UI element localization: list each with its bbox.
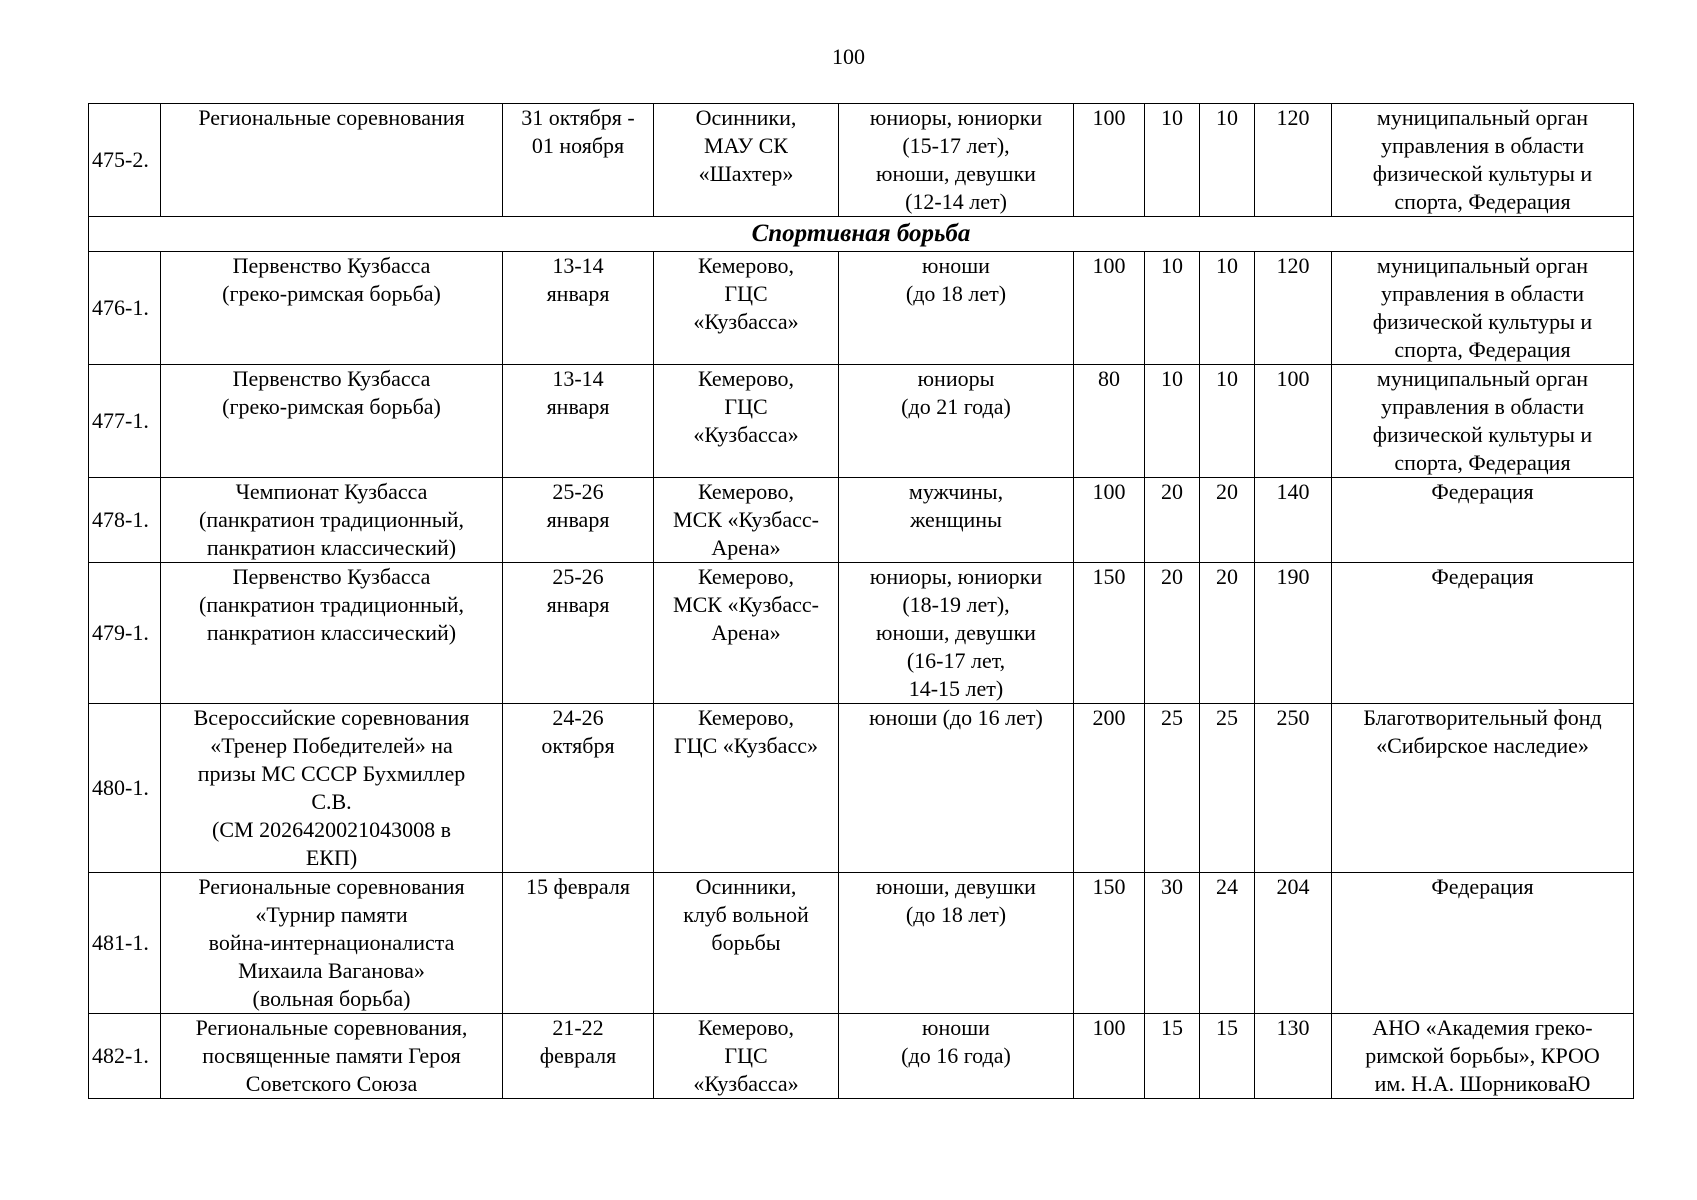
event-name-line: Михаила Ваганова» [238, 958, 425, 983]
organizer-line: управления в области [1381, 281, 1584, 306]
organizer [1332, 1014, 1634, 1099]
participants [839, 478, 1074, 563]
count-value-3: 10 [1200, 365, 1255, 478]
count-value-3: 10 [1200, 104, 1255, 217]
participants [839, 252, 1074, 365]
event-place-line: борьбы [711, 930, 781, 955]
participants [839, 563, 1074, 704]
count-value-1: 100 [1074, 252, 1145, 365]
count-value-1: 200 [1074, 704, 1145, 873]
event-place-line: МАУ СК [704, 133, 788, 158]
count-value-4: 190 [1255, 563, 1332, 704]
organizer-line: Благотворительный фонд [1363, 705, 1602, 730]
event-place-line: Осинники, [695, 874, 797, 899]
event-name-line: (греко-римская борьба) [222, 281, 441, 306]
events-table [88, 103, 1634, 1099]
organizer-line: муниципальный орган [1376, 253, 1589, 278]
event-dates-line: января [546, 281, 610, 306]
event-name [161, 563, 503, 704]
event-dates-line: 01 ноября [531, 133, 625, 158]
count-value-3: 24 [1200, 873, 1255, 1014]
event-place-line: Осинники, [695, 105, 797, 130]
event-name-line: Региональные соревнования, [195, 1015, 468, 1040]
count-value-2: 10 [1145, 104, 1200, 217]
event-dates [503, 365, 654, 478]
participants [839, 365, 1074, 478]
event-name-line: (греко-римская борьба) [222, 394, 441, 419]
count-value-2: 30 [1145, 873, 1200, 1014]
event-dates [503, 478, 654, 563]
count-value-1: 100 [1074, 104, 1145, 217]
event-place [654, 252, 839, 365]
event-name [161, 478, 503, 563]
participants-line: юноши (до 16 лет) [869, 705, 1043, 730]
count-value-1: 150 [1074, 563, 1145, 704]
event-place-line: Кемерово, [697, 564, 795, 589]
event-name-line: Чемпионат Кузбасса [235, 479, 428, 504]
event-place-line: Кемерово, [697, 366, 795, 391]
table-row [89, 563, 1634, 704]
event-name-line: «Тренер Победителей» на [210, 733, 453, 758]
participants-line: юноши, девушки [876, 620, 1036, 645]
event-dates [503, 1014, 654, 1099]
participants-line: юноши [922, 253, 990, 278]
organizer [1332, 252, 1634, 365]
participants-line: (18-19 лет), [902, 592, 1010, 617]
event-name-line: «Турнир памяти [255, 902, 408, 927]
event-dates-line: 25-26 [552, 564, 604, 589]
row-number: 479-1. [89, 563, 161, 704]
organizer [1332, 563, 1634, 704]
count-value-1: 100 [1074, 1014, 1145, 1099]
count-value-1: 80 [1074, 365, 1145, 478]
count-value-3: 10 [1200, 252, 1255, 365]
count-value-4: 130 [1255, 1014, 1332, 1099]
event-dates-line: 21-22 [552, 1015, 604, 1040]
event-place [654, 873, 839, 1014]
event-name-line: (вольная борьба) [252, 986, 411, 1011]
count-value-3: 25 [1200, 704, 1255, 873]
section-row [89, 217, 1634, 252]
count-value-4: 100 [1255, 365, 1332, 478]
organizer-line: управления в области [1381, 133, 1584, 158]
organizer-line: физической культуры и [1372, 161, 1593, 186]
event-name-line: (СМ 2026420021043008 в [212, 817, 451, 842]
event-name-line: война-интернационалиста [208, 930, 455, 955]
event-dates-line: октября [541, 733, 615, 758]
event-place-line: «Кузбасса» [693, 422, 799, 447]
event-name-line: панкратион классический) [206, 535, 457, 560]
organizer-line: управления в области [1381, 394, 1584, 419]
event-dates-line: 24-26 [552, 705, 604, 730]
organizer-line: «Сибирское наследие» [1376, 733, 1589, 758]
organizer [1332, 478, 1634, 563]
participants [839, 104, 1074, 217]
count-value-4: 140 [1255, 478, 1332, 563]
participants-line: юниоры [917, 366, 995, 391]
event-place-line: ГЦС [724, 281, 768, 306]
participants-line: юноши, девушки [876, 161, 1036, 186]
organizer-line: АНО «Академия греко- [1372, 1015, 1593, 1040]
count-value-4: 250 [1255, 704, 1332, 873]
organizer [1332, 704, 1634, 873]
event-place [654, 1014, 839, 1099]
participants-line: (до 18 лет) [905, 902, 1007, 927]
count-value-3: 15 [1200, 1014, 1255, 1099]
event-name-line: ЕКП) [305, 845, 358, 870]
participants-line: (до 18 лет) [905, 281, 1007, 306]
organizer-line: Федерация [1431, 479, 1534, 504]
organizer-line: муниципальный орган [1376, 366, 1589, 391]
participants-line: 14-15 лет) [908, 676, 1004, 701]
event-name [161, 704, 503, 873]
participants-line: юноши, девушки [876, 874, 1036, 899]
event-place-line: ГЦС [724, 1043, 768, 1068]
event-place [654, 478, 839, 563]
event-dates [503, 252, 654, 365]
event-place-line: Арена» [711, 535, 781, 560]
section-title: Спортивная борьба [89, 217, 1634, 252]
event-place-line: Арена» [711, 620, 781, 645]
count-value-4: 204 [1255, 873, 1332, 1014]
event-name [161, 104, 503, 217]
event-name [161, 873, 503, 1014]
event-name-line: Первенство Кузбасса [232, 253, 431, 278]
event-name-line: (панкратион традиционный, [199, 507, 464, 532]
participants-line: (до 21 года) [901, 394, 1011, 419]
participants-line: женщины [910, 507, 1002, 532]
event-name-line: С.В. [311, 789, 352, 814]
count-value-2: 25 [1145, 704, 1200, 873]
participants-line: (до 16 года) [901, 1043, 1011, 1068]
organizer [1332, 365, 1634, 478]
event-dates-line: 13-14 [552, 366, 604, 391]
participants-line: юниоры, юниорки [869, 105, 1043, 130]
table-row [89, 104, 1634, 217]
organizer-line: им. Н.А. ШорниковаЮ [1374, 1071, 1591, 1096]
participants [839, 873, 1074, 1014]
event-place [654, 104, 839, 217]
event-dates [503, 563, 654, 704]
event-dates-line: 13-14 [552, 253, 604, 278]
count-value-2: 20 [1145, 478, 1200, 563]
table-row [89, 873, 1634, 1014]
count-value-4: 120 [1255, 104, 1332, 217]
event-place-line: МСК «Кузбасс- [673, 507, 819, 532]
organizer [1332, 104, 1634, 217]
row-number: 476-1. [89, 252, 161, 365]
participants [839, 1014, 1074, 1099]
event-name-line: Региональные соревнования [198, 874, 465, 899]
event-place [654, 365, 839, 478]
event-name [161, 365, 503, 478]
count-value-3: 20 [1200, 563, 1255, 704]
organizer-line: Федерация [1431, 874, 1534, 899]
event-name-line: (панкратион традиционный, [199, 592, 464, 617]
event-dates [503, 873, 654, 1014]
participants-line: (12-14 лет) [905, 189, 1007, 214]
event-place-line: «Шахтер» [698, 161, 794, 186]
event-place-line: Кемерово, [697, 1015, 795, 1040]
participants [839, 704, 1074, 873]
count-value-2: 10 [1145, 252, 1200, 365]
table-row [89, 1014, 1634, 1099]
event-place-line: «Кузбасса» [693, 1071, 799, 1096]
organizer [1332, 873, 1634, 1014]
event-name-line: Первенство Кузбасса [232, 564, 431, 589]
table-row [89, 478, 1634, 563]
event-place [654, 704, 839, 873]
count-value-2: 10 [1145, 365, 1200, 478]
event-place-line: Кемерово, [697, 479, 795, 504]
event-name [161, 252, 503, 365]
event-place-line: «Кузбасса» [693, 309, 799, 334]
participants-line: (15-17 лет), [902, 133, 1010, 158]
row-number: 480-1. [89, 704, 161, 873]
event-place-line: Кемерово, [697, 253, 795, 278]
event-place-line: ГЦС «Кузбасс» [674, 733, 818, 758]
organizer-line: физической культуры и [1372, 422, 1593, 447]
table-row [89, 704, 1634, 873]
participants-line: мужчины, [908, 479, 1004, 504]
event-dates-line: января [546, 592, 610, 617]
event-dates-line: 15 февраля [526, 874, 630, 899]
row-number: 481-1. [89, 873, 161, 1014]
event-dates-line: января [546, 507, 610, 532]
event-dates [503, 104, 654, 217]
count-value-2: 20 [1145, 563, 1200, 704]
organizer-line: спорта, Федерация [1394, 189, 1571, 214]
count-value-4: 120 [1255, 252, 1332, 365]
event-name-line: Первенство Кузбасса [232, 366, 431, 391]
table-row [89, 365, 1634, 478]
event-name-line: панкратион классический) [206, 620, 457, 645]
row-number: 477-1. [89, 365, 161, 478]
count-value-3: 20 [1200, 478, 1255, 563]
event-name-line: Советского Союза [245, 1071, 418, 1096]
event-place-line: МСК «Кузбасс- [673, 592, 819, 617]
event-place [654, 563, 839, 704]
row-number: 478-1. [89, 478, 161, 563]
table-row [89, 252, 1634, 365]
event-dates-line: января [546, 394, 610, 419]
event-name-line: Региональные соревнования [198, 105, 465, 130]
event-place-line: клуб вольной [683, 902, 809, 927]
table-body [89, 104, 1634, 1099]
organizer-line: муниципальный орган [1376, 105, 1589, 130]
event-dates-line: 31 октября - [521, 105, 635, 130]
participants-line: юноши [922, 1015, 990, 1040]
event-place-line: Кемерово, [697, 705, 795, 730]
event-name [161, 1014, 503, 1099]
event-name-line: Всероссийские соревнования [193, 705, 470, 730]
count-value-1: 150 [1074, 873, 1145, 1014]
organizer-line: римской борьбы», КРОО [1365, 1043, 1600, 1068]
organizer-line: спорта, Федерация [1394, 450, 1571, 475]
count-value-2: 15 [1145, 1014, 1200, 1099]
organizer-line: Федерация [1431, 564, 1534, 589]
participants-line: юниоры, юниорки [869, 564, 1043, 589]
event-place-line: ГЦС [724, 394, 768, 419]
organizer-line: физической культуры и [1372, 309, 1593, 334]
count-value-1: 100 [1074, 478, 1145, 563]
page-number: 100 [832, 44, 865, 69]
participants-line: (16-17 лет, [906, 648, 1006, 673]
organizer-line: спорта, Федерация [1394, 337, 1571, 362]
event-dates-line: февраля [539, 1043, 617, 1068]
event-dates-line: 25-26 [552, 479, 604, 504]
event-dates [503, 704, 654, 873]
event-name-line: призы МС СССР Бухмиллер [197, 761, 466, 786]
event-name-line: посвященные памяти Героя [202, 1043, 461, 1068]
row-number: 475-2. [89, 104, 161, 217]
row-number: 482-1. [89, 1014, 161, 1099]
